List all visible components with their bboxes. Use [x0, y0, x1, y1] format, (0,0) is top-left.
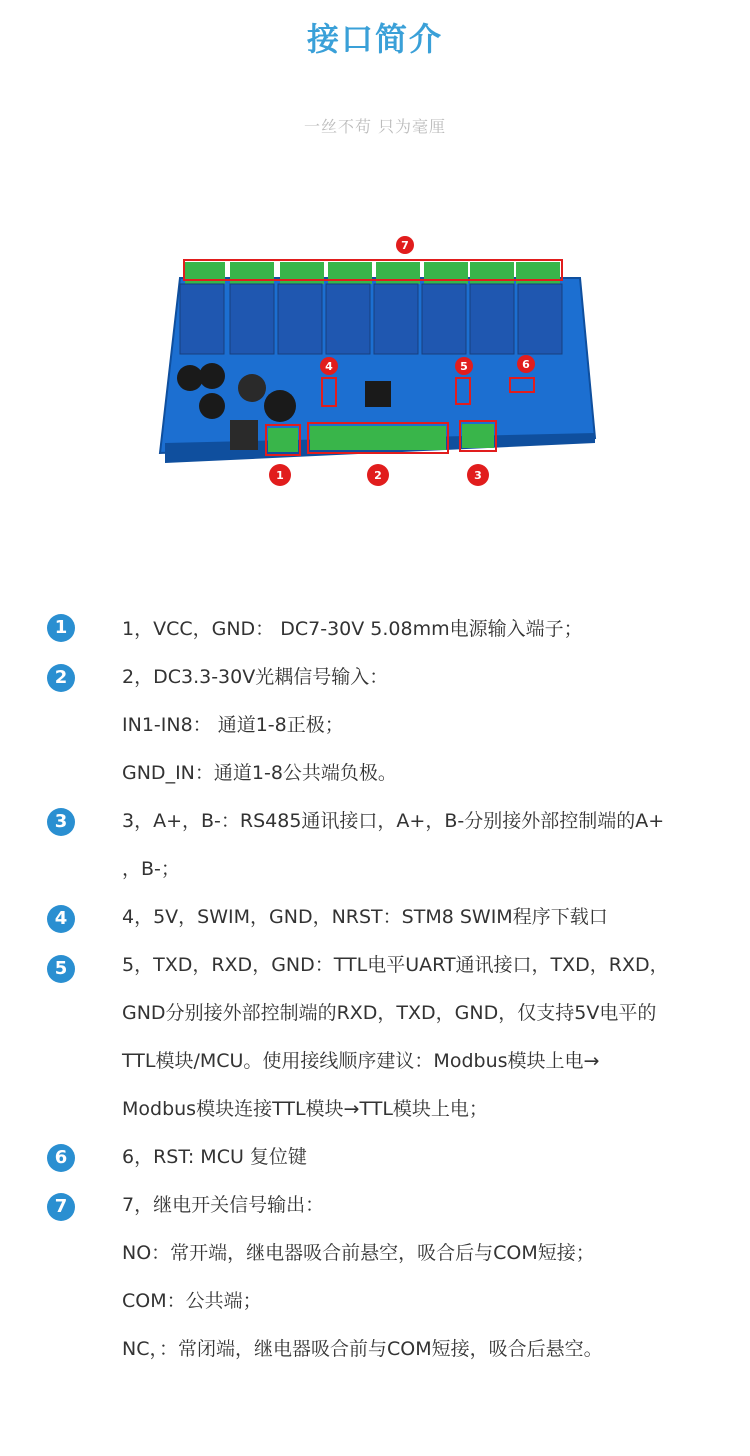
number-icon-4: 4 [47, 905, 75, 933]
input-terminal [310, 426, 446, 450]
marker-1: 1 [276, 469, 284, 482]
number-icon-7: 7 [47, 1193, 75, 1221]
marker-5: 5 [460, 360, 468, 373]
marker-3: 3 [474, 469, 482, 482]
item-5-line-2: GND分别接外部控制端的RXD，TXD，GND，仅支持5V电平的 [122, 1002, 657, 1024]
item-2-line-1: 2，DC3.3-30V光耦信号输入： [122, 666, 389, 688]
relay-board-image [150, 228, 610, 498]
item-4-line-1: 4，5V，SWIM，GND，NRST：STM8 SWIM程序下载口 [122, 906, 608, 928]
item-5-line-3: TTL模块/MCU。使用接线顺序建议：Modbus模块上电→ [122, 1050, 600, 1072]
number-icon-5: 5 [47, 955, 75, 983]
marker-4: 4 [325, 360, 333, 373]
item-2-line-2: IN1-IN8： 通道1-8正极； [122, 714, 344, 736]
item-3-line-1: 3，A+，B-：RS485通讯接口，A+，B-分别接外部控制端的A+ [122, 810, 665, 832]
item-6-line-1: 6，RST: MCU 复位键 [122, 1146, 307, 1168]
page-subtitle: 一丝不苟 只为毫厘 [303, 117, 447, 136]
number-icon-3: 3 [47, 808, 75, 836]
number-icon-1: 1 [47, 614, 75, 642]
number-icon-2: 2 [47, 664, 75, 692]
page-title: 接口简介 [306, 20, 443, 58]
item-1-line-1: 1，VCC，GND： DC7-30V 5.08mm电源输入端子； [122, 618, 583, 640]
item-2-line-3: GND_IN：通道1-8公共端负极。 [122, 762, 397, 784]
rs485-terminal [462, 424, 494, 448]
item-7-line-4: NC，：常闭端，继电器吸合前与COM短接，吸合后悬空。 [122, 1338, 603, 1360]
item-5-line-4: Modbus模块连接TTL模块→TTL模块上电； [122, 1098, 488, 1120]
item-7-line-2: NO：常开端，继电器吸合前悬空，吸合后与COM短接； [122, 1242, 595, 1264]
marker-2: 2 [374, 469, 382, 482]
marker-6: 6 [522, 358, 530, 371]
item-7-line-1: 7，继电开关信号输出： [122, 1194, 325, 1216]
marker-7: 7 [401, 239, 409, 252]
item-3-line-2: ，B-； [122, 858, 180, 880]
item-7-line-3: COM：公共端； [122, 1290, 262, 1312]
power-terminal [268, 428, 298, 452]
item-5-line-1: 5，TXD，RXD，GND：TTL电平UART通讯接口，TXD，RXD， [122, 954, 669, 976]
number-icon-6: 6 [47, 1144, 75, 1172]
